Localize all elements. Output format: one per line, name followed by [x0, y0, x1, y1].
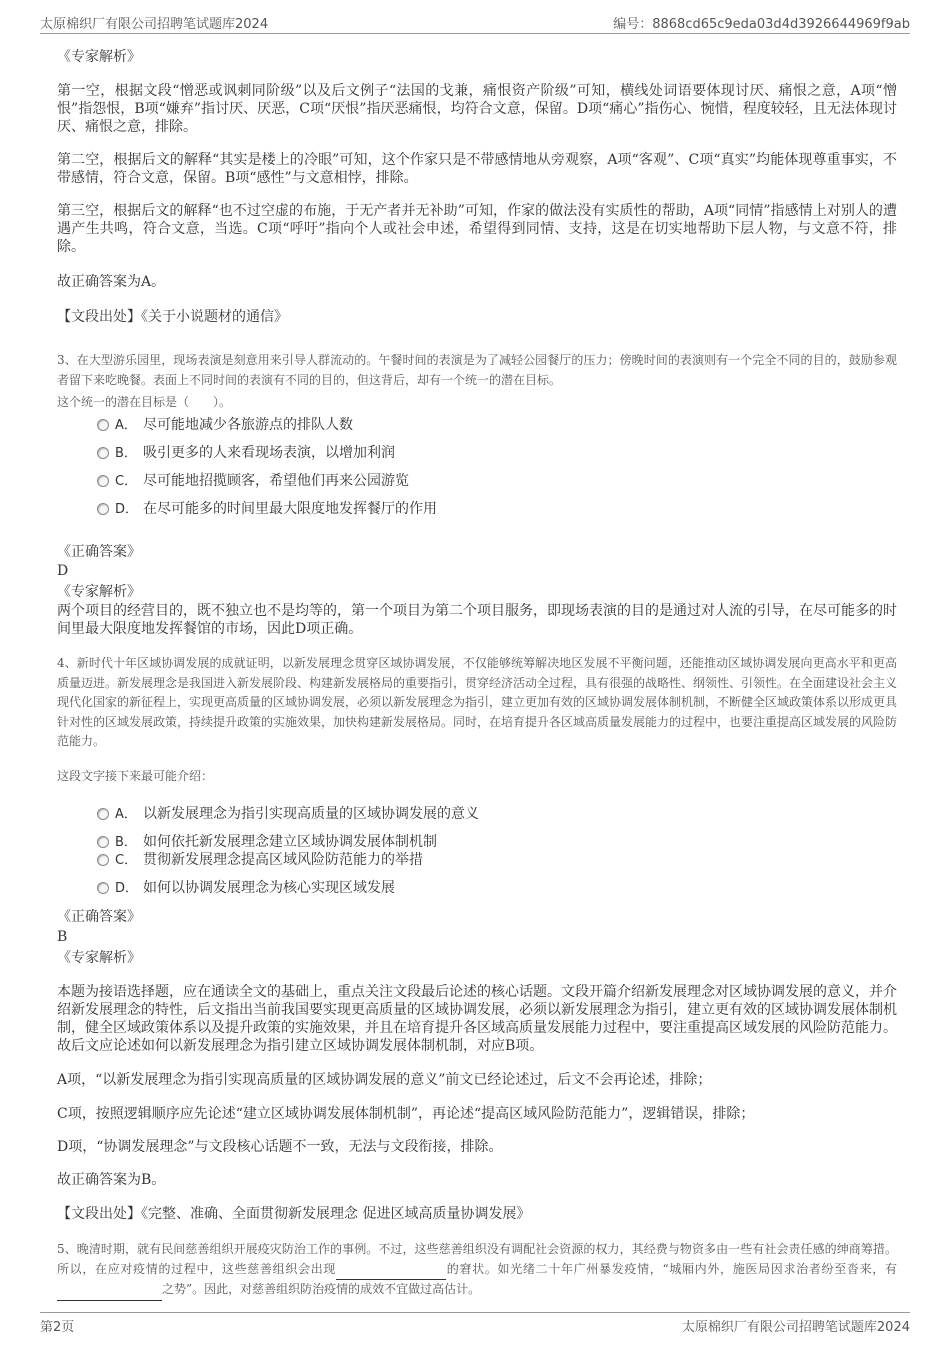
header-title: 太原棉织厂有限公司招聘笔试题库2024 [40, 17, 269, 32]
q2-analysis-label: 《专家解析》 [57, 49, 141, 65]
q4-stem: 4、新时代十年区域协调发展的成就证明，以新发展理念贯穿区域协调发展，不仅能够统筹解决地区发展不平衡问题，还能推动区域协调发展向更高水平和更高质量迈进。新发展理念是我国进入新发展阶段、构建新发展格局的重要指引，贯穿经济活动全过程，具有很强的战略性、纲领性、引领性。在全面建设社会主义现代化国家的新征程上，实现更高质量的区域协调发展，必须以新发展理念为指引，建立更加有效的区域协调发展体制机制，不断健全区域政策体系以形成更具针对性的区域发展政策，持续提升政策的实施效果，加快构建新发展格局。同时，在培育提升各区域高质量发展能力的过程中，也要注重提高区域发展的风险防范能力。 [57, 656, 898, 748]
q3-option-c[interactable]: C． 尽可能地招揽顾客，希望他们再来公园游览 [97, 472, 409, 490]
page-footer [40, 1312, 910, 1336]
q4-analysis-p3: C项，按照逻辑顺序应先论述“建立区域协调发展体制机制”，再论述“提高区域风险防范能力”，逻辑错误，排除； [57, 1106, 755, 1122]
q3-analysis-label: 《专家解析》 [57, 584, 141, 600]
q4-answer-label: 《正确答案》 [57, 909, 141, 925]
radio-button[interactable] [97, 419, 109, 431]
q2-analysis-p1: 第一空，根据文段“憎恶或讽刺同阶级”以及后文例子“法国的戈兼，痛恨资产阶级”可知，横线处词语要体现讨厌、痛恨之意，A项“憎恨”指怨恨，B项“嫌弃”指讨厌、厌恶，C项“厌恨”指厌恶痛恨，均符合文意，保留。D项“痛心”指伤心、惋惜，程度较轻，且无法体现讨厌、痛恨之意，排除。 [57, 83, 897, 135]
radio-button[interactable] [97, 447, 109, 459]
q2-analysis-p3: 第三空，根据后文的解释“也不过空虚的布施，于无产者并无补助”可知，作家的做法没有实质性的帮助，A项“同情”指感情上对别人的遭遇产生共鸣，符合文意，当选。C项“呼吁”指向个人或社会申述，希望得到同情、支持，这是在切实地帮助下层人物，与文意不符，排除。 [57, 203, 897, 255]
fill-blank-1[interactable] [336, 1260, 446, 1281]
q4-conclusion: 故正确答案为B。 [57, 1172, 166, 1188]
footer-title: 太原棉织厂有限公司招聘笔试题库2024 [681, 1320, 910, 1335]
page-header [40, 10, 910, 34]
q2-analysis-p2: 第二空，根据后文的解释“其实是楼上的冷眼”可知，这个作家只是不带感情地从旁观察，A项“客观”、C项“真实”均能体现尊重事实，不带感情，符合文意，保留。B项“感性”与文意相悖，排除。 [57, 152, 897, 186]
radio-button[interactable] [97, 475, 109, 487]
q4-option-d[interactable]: D． 如何以协调发展理念为核心实现区域发展 [97, 879, 395, 897]
q3-analysis: 两个项目的经营目的，既不独立也不是均等的，第一个项目为第二个项目服务，即现场表演的目的是通过对人流的引导，在尽可能多的时间里最大限度地发挥餐馆的市场，因此D项正确。 [57, 603, 897, 637]
radio-button[interactable] [97, 808, 109, 820]
radio-button[interactable] [97, 854, 109, 866]
radio-button[interactable] [97, 836, 109, 848]
q3-option-a[interactable]: A． 尽可能地减少各旅游点的排队人数 [97, 416, 353, 434]
q4-analysis-p2: A项，“以新发展理念为指引实现高质量的区域协调发展的意义”前文已经论述过，后文不会再论述，排除； [57, 1072, 712, 1088]
q4-option-a[interactable]: A． 以新发展理念为指引实现高质量的区域协调发展的意义 [97, 805, 479, 823]
q3-answer-label: 《正确答案》 [57, 544, 141, 560]
q2-conclusion: 故正确答案为A。 [57, 274, 166, 290]
document-id: 编号：8868cd65c9eda03d4d3926644969f9ab [613, 17, 910, 32]
q3-option-d[interactable]: D． 在尽可能多的时间里最大限度地发挥餐厅的作用 [97, 500, 437, 518]
q4-answer: B [57, 929, 68, 945]
q3-stem: 3、在大型游乐园里，现场表演是刻意用来引导人群流动的。午餐时间的表演是为了减轻公园餐厅的压力；傍晚时间的表演则有一个完全不同的目的，鼓励参观者留下来吃晚餐。表面上不同时间的表演有不同的目的，但这背后，却有一个统一的潜在目标。 [57, 353, 897, 387]
q2-source: 【文段出处】《关于小说题材的通信》 [57, 309, 288, 325]
radio-button[interactable] [97, 882, 109, 894]
radio-button[interactable] [97, 503, 109, 515]
q3-answer: D [57, 563, 69, 579]
q4-option-b[interactable]: B． 如何依托新发展理念建立区域协调发展体制机制 [97, 833, 437, 851]
q4-analysis-p1: 本题为接语选择题，应在通读全文的基础上，重点关注文段最后论述的核心话题。文段开篇介绍新发展理念对区域协调发展的意义，并介绍新发展理念的特性，后文指出当前我国要实现更高质量的区域协调发展，必须以新发展理念为指引，建立更有效的区域协调发展体制机制，健全区域政策体系以及提升政策的实施效果，并且在培育提升各区域高质量发展能力过程中，要注重提高区域发展的风险防范能力。故后文应论述如何以新发展理念为指引建立区域协调发展体制机制，对应B项。 [57, 984, 897, 1054]
q4-analysis-p4: D项，“协调发展理念”与文段核心话题不一致，无法与文段衔接，排除。 [57, 1139, 503, 1155]
q3-option-b[interactable]: B． 吸引更多的人来看现场表演，以增加利润 [97, 444, 395, 462]
fill-blank-2[interactable] [57, 1280, 162, 1301]
page-number: 第2页 [40, 1320, 75, 1335]
q4-source: 【文段出处】《完整、准确、全面贯彻新发展理念 促进区域高质量协调发展》 [57, 1206, 531, 1222]
q4-question: 这段文字接下来最可能介绍： [57, 769, 214, 783]
q3-question: 这个统一的潜在目标是（ ）。 [57, 395, 232, 409]
q4-analysis-label: 《专家解析》 [57, 950, 141, 966]
q5-stem: 5、晚清时期，就有民间慈善组织开展疫灾防治工作的事例。不过，这些慈善组织没有调配社会资源的权力，其经费与物资多由一些有社会责任感的绅商筹措。所以，在应对疫情的过程中，这些慈善组织会出现 的窘状。如光绪二十年广州暴发疫情，“城厢内外，施医局因求治者纷至沓来，有之势”。因此，对慈善组织防治疫情的成效不宜做过高估计。 [57, 1240, 897, 1301]
q4-option-c[interactable]: C． 贯彻新发展理念提高区域风险防范能力的举措 [97, 851, 423, 869]
